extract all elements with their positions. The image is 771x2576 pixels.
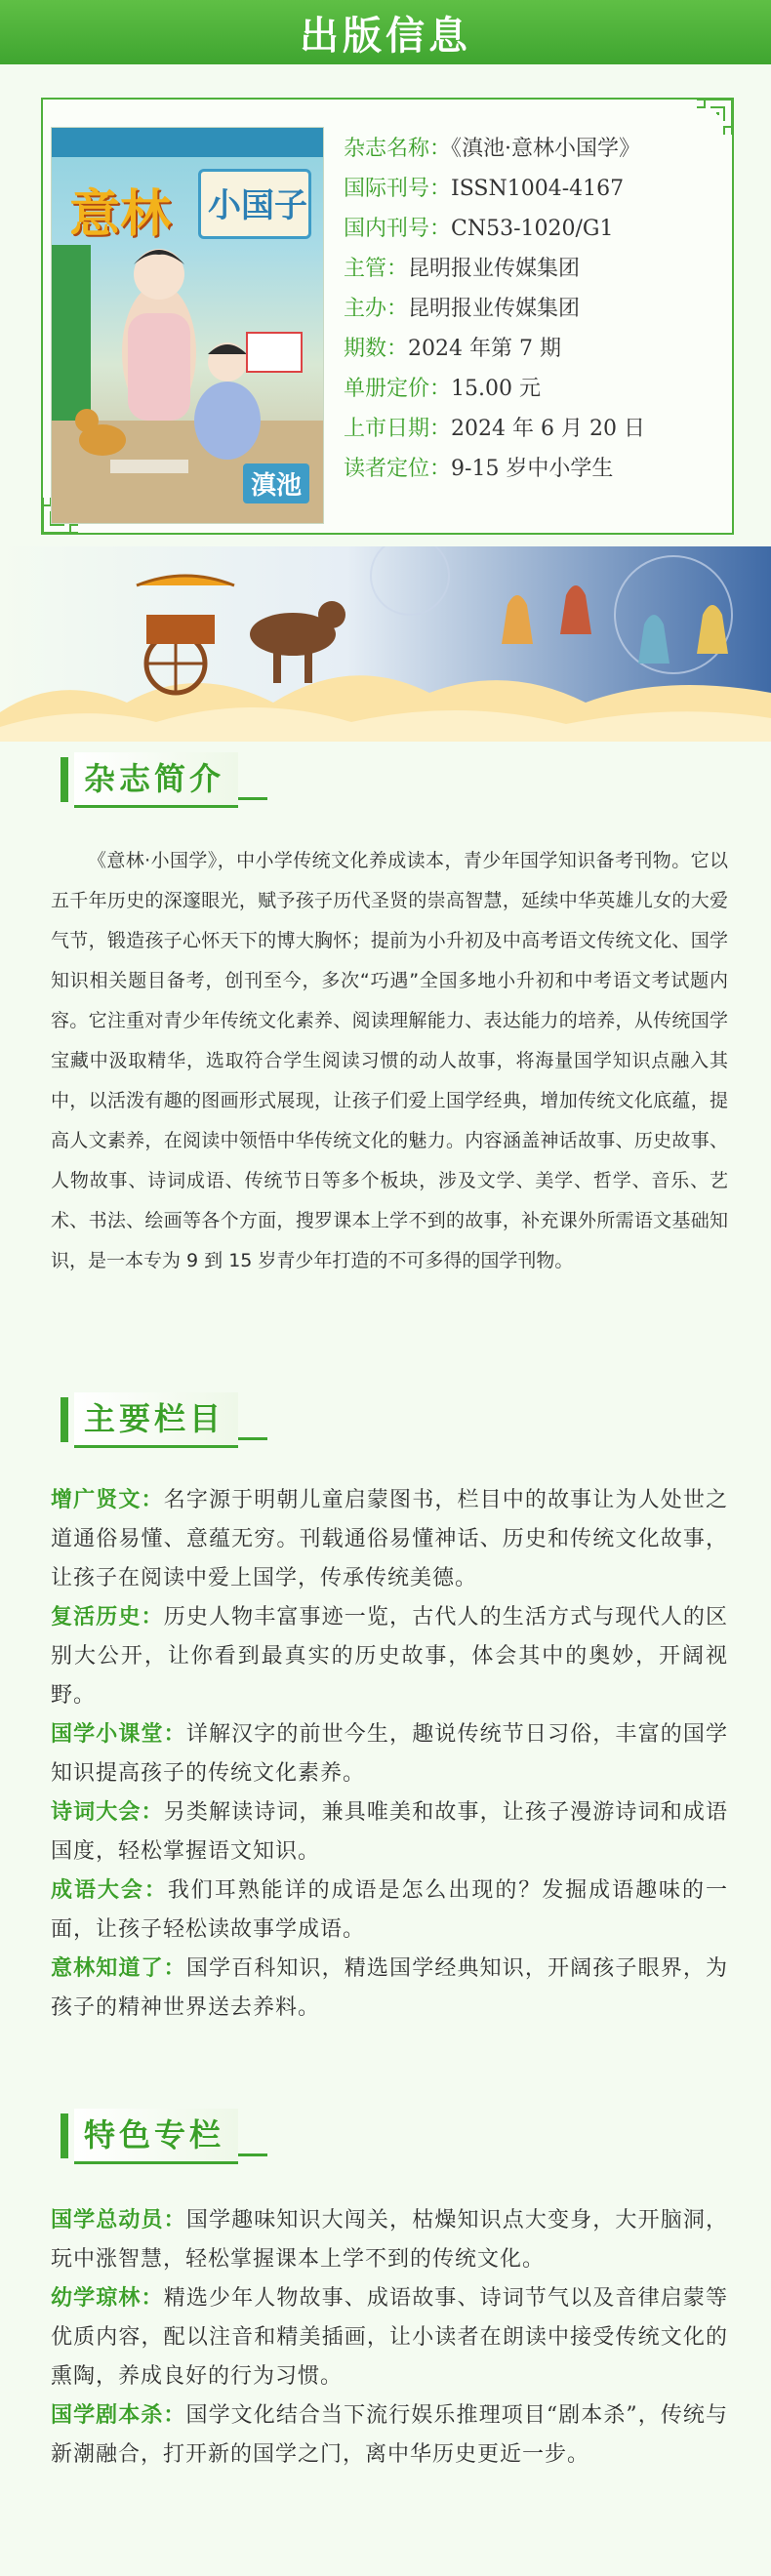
heading-tail <box>238 2153 267 2156</box>
header-title: 出版信息 <box>300 13 471 59</box>
column-item: 国学总动员：国学趣味知识大闯关，枯燥知识点大变身，大开脑洞，玩中涨智慧，轻松掌握课本上学不到的传统文化。 <box>51 2208 728 2272</box>
info-row: 国际刊号：ISSN1004-4167 <box>344 177 625 201</box>
heading-bar <box>61 2113 68 2158</box>
info-row: 读者定位：9-15 岁中小学生 <box>344 457 614 481</box>
column-item: 成语大会：我们耳熟能详的成语是怎么出现的？发掘成语趣味的一面，让孩子轻松读故事学成语。 <box>51 1878 728 1942</box>
column-item: 复活历史：历史人物丰富事迹一览，古代人的生活方式与现代人的区别大公开，让你看到最真实的历史故事，体会其中的奥妙，开阔视野。 <box>51 1605 728 1708</box>
header-bar <box>0 0 771 64</box>
special-columns-list <box>51 2201 728 2475</box>
cover-stamp: 滇池 <box>243 463 309 503</box>
info-row: 主办：昆明报业传媒集团 <box>344 297 581 321</box>
publication-info-list <box>344 129 714 489</box>
info-row: 国内刊号：CN53-1020/G1 <box>344 217 614 241</box>
section-heading-special-columns: 特色专栏 <box>61 2110 267 2162</box>
column-item: 国学小课堂：详解汉字的前世今生，趣说传统节日习俗，丰富的国学知识提高孩子的传统文化素养。 <box>51 1722 728 1786</box>
heading-tail <box>238 1437 267 1440</box>
cover-logo-text: 意林 <box>69 185 172 244</box>
heading-bar <box>61 757 68 802</box>
main-columns-list <box>51 1481 728 2028</box>
section-heading-intro: 杂志简介 <box>61 753 267 806</box>
info-row: 期数：2024 年第 7 期 <box>344 337 561 361</box>
intro-paragraph: 《意林·小国学》，中小学传统文化养成读本，青少年国学知识备考刊物。它以五千年历史的深邃眼光，赋予孩子历代圣贤的崇高智慧，延续中华英雄儿女的大爱气节，锻造孩子心怀天下的博大胸怀；提前为小升初及中高考语文传统文化、国学知识相关题目备考，创刊至今，多次“巧遇”全国多地小升初和中考语文考试题内容。它注重对青少年传统文化素养、阅读理解能力、表达能力的培养，从传统国学宝藏中汲取精华，选取符合学生阅读习惯的动人故事，将海量国学知识点融入其中，以活泼有趣的图画形式展现，让孩子们爱上国学经典，增加传统文化底蕴，提高人文素养，在阅读中领悟中华传统文化的魅力。内容涵盖神话故事、历史故事、人物故事、诗词成语、传统节日等多个板块，涉及文学、美学、哲学、音乐、艺术、书法、绘画等各个方面，搜罗课本上学不到的故事，补充课外所需语文基础知识，是一本专为 9 到 15 岁青少年打造的不可多得的国学刊物。 <box>51 850 728 1271</box>
column-item: 诗词大会：另类解读诗词，兼具唯美和故事，让孩子漫游诗词和成语国度，轻松掌握语文知识。 <box>51 1800 728 1864</box>
heading-tail <box>238 797 267 800</box>
column-item: 意林知道了：国学百科知识，精选国学经典知识，开阔孩子眼界，为孩子的精神世界送去养料。 <box>51 1956 728 2020</box>
info-row: 杂志名称：《滇池·意林小国学》 <box>344 137 641 161</box>
decorative-banner-illustration <box>0 546 771 742</box>
column-item: 幼学琼林：精选少年人物故事、成语故事、诗词节气以及音律启蒙等优质内容，配以注音和精美插画，让小读者在朗读中接受传统文化的熏陶，养成良好的行为习惯。 <box>51 2286 728 2389</box>
column-item: 增广贤文：名字源于明朝儿童启蒙图书，栏目中的故事让为人处世之道通俗易懂、意蕴无穷。刊载通俗易懂神话、历史和传统文化故事，让孩子在阅读中爱上国学，传承传统美德。 <box>51 1488 728 1590</box>
info-row: 单册定价：15.00 元 <box>344 377 541 401</box>
magazine-cover-image <box>51 127 324 524</box>
cover-logo-subtext: 小国子 <box>208 186 307 225</box>
info-row: 上市日期：2024 年 6 月 20 日 <box>344 417 645 441</box>
info-row: 主管：昆明报业传媒集团 <box>344 257 581 281</box>
column-item: 国学剧本杀：国学文化结合当下流行娱乐推理项目“剧本杀”，传统与新潮融合，打开新的国学之门，离中华历史更近一步。 <box>51 2403 728 2467</box>
heading-bar <box>61 1397 68 1442</box>
section-heading-main-columns: 主要栏目 <box>61 1393 267 1446</box>
